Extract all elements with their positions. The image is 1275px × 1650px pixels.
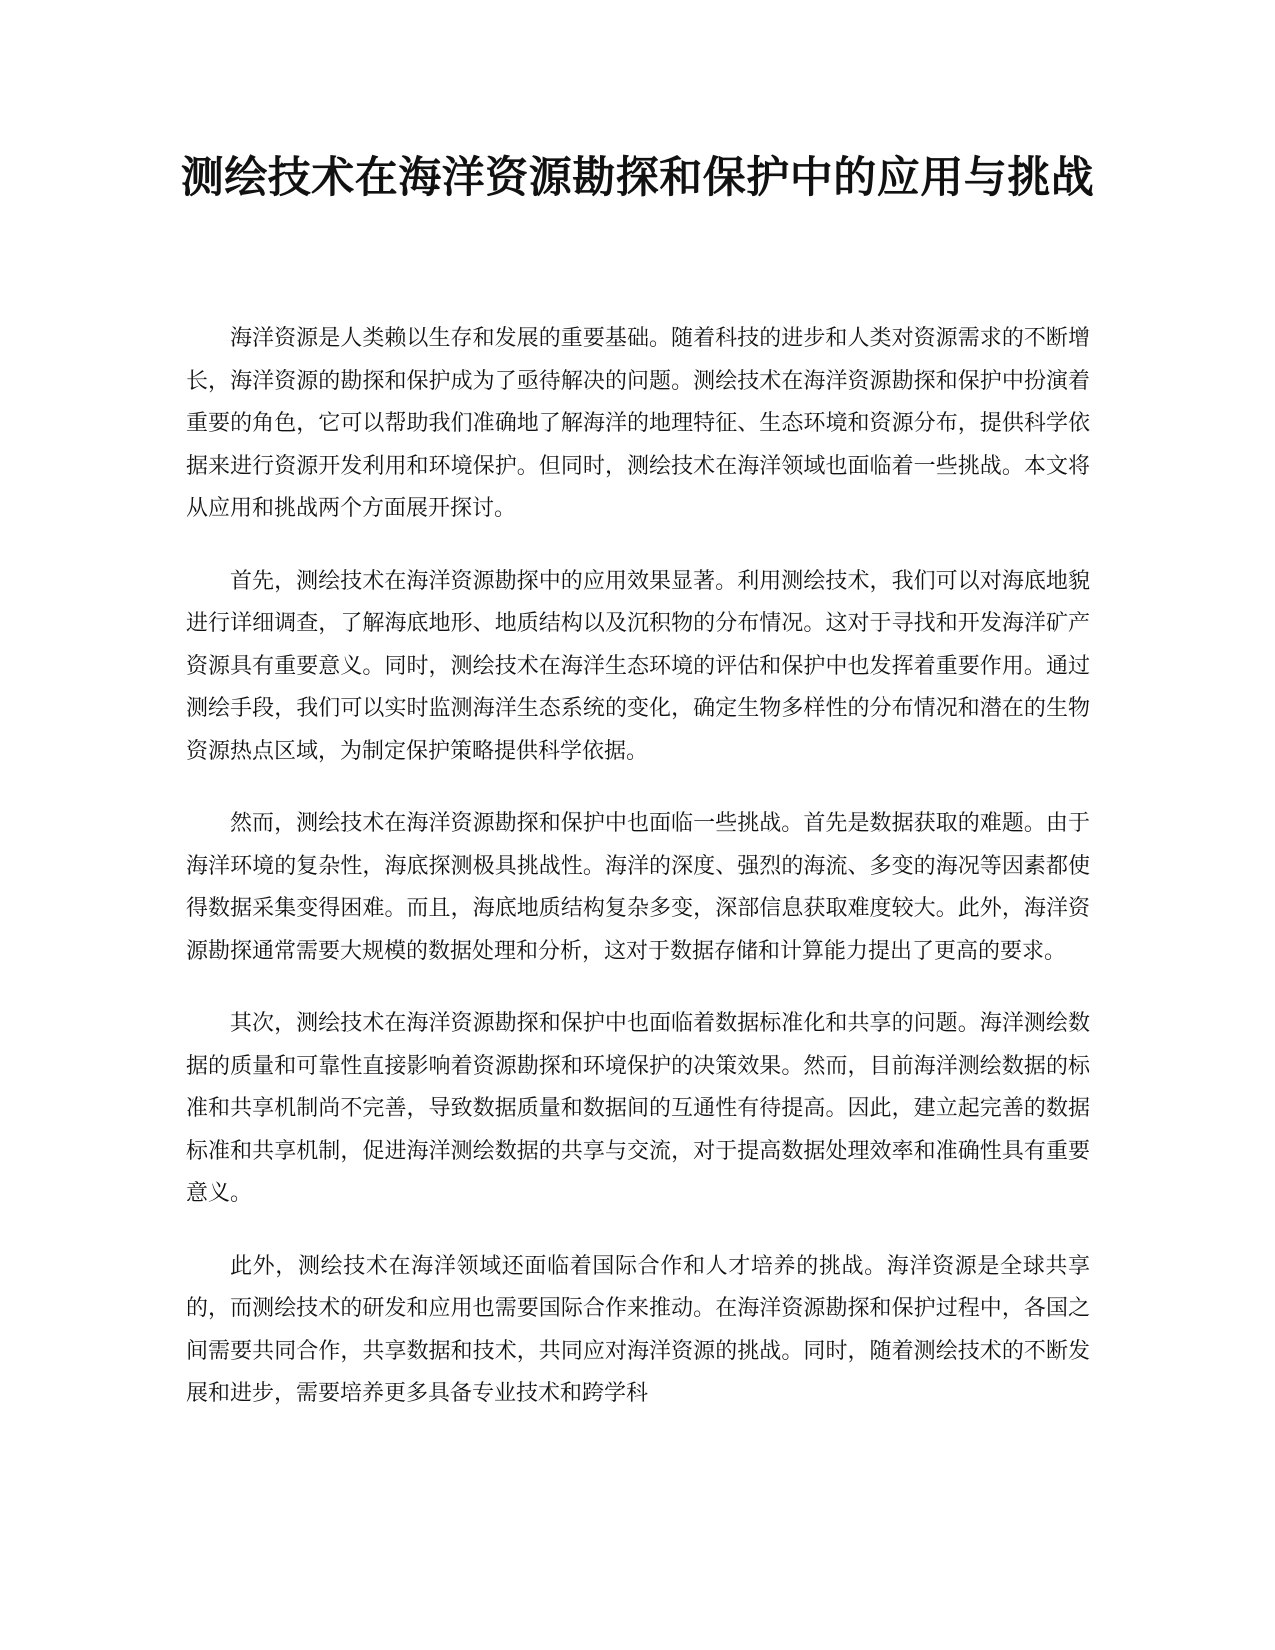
document-body [186, 318, 1090, 1446]
document-title: 测绘技术在海洋资源勘探和保护中的应用与挑战 [180, 153, 1095, 203]
paragraph-applications: 首先，测绘技术在海洋资源勘探中的应用效果显著。利用测绘技术，我们可以对海底地貌进行详细调查，了解海底地形、地质结构以及沉积物的分布情况。这对于寻找和开发海洋矿产资源具有重要意义。同时，测绘技术在海洋生态环境的评估和保护中也发挥着重要作用。通过测绘手段，我们可以实时监测海洋生态系统的变化，确定生物多样性的分布情况和潜在的生物资源热点区域，为制定保护策略提供科学依据。 [186, 568, 1090, 764]
paragraph-cooperation: 此外，测绘技术在海洋领域还面临着国际合作和人才培养的挑战。海洋资源是全球共享的，而测绘技术的研发和应用也需要国际合作来推动。在海洋资源勘探和保护过程中，各国之间需要共同合作，共享数据和技术，共同应对海洋资源的挑战。同时，随着测绘技术的不断发展和进步，需要培养更多具备专业技术和跨学科 [186, 1253, 1090, 1406]
paragraph-intro: 海洋资源是人类赖以生存和发展的重要基础。随着科技的进步和人类对资源需求的不断增长，海洋资源的勘探和保护成为了亟待解决的问题。测绘技术在海洋资源勘探和保护中扮演着重要的角色，它可以帮助我们准确地了解海洋的地理特征、生态环境和资源分布，提供科学依据来进行资源开发利用和环境保护。但同时，测绘技术在海洋领域也面临着一些挑战。本文将从应用和挑战两个方面展开探讨。 [186, 326, 1090, 521]
paragraph-data-challenges: 然而，测绘技术在海洋资源勘探和保护中也面临一些挑战。首先是数据获取的难题。由于海洋环境的复杂性，海底探测极具挑战性。海洋的深度、强烈的海流、多变的海况等因素都使得数据采集变得困难。而且，海底地质结构复杂多变，深部信息获取难度较大。此外，海洋资源勘探通常需要大规模的数据处理和分析，这对于数据存储和计算能力提出了更高的要求。 [186, 811, 1090, 964]
paragraph-standardization: 其次，测绘技术在海洋资源勘探和保护中也面临着数据标准化和共享的问题。海洋测绘数据的质量和可靠性直接影响着资源勘探和环境保护的决策效果。然而，目前海洋测绘数据的标准和共享机制尚不完善，导致数据质量和数据间的互通性有待提高。因此，建立起完善的数据标准和共享机制，促进海洋测绘数据的共享与交流，对于提高数据处理效率和准确性具有重要意义。 [186, 1011, 1090, 1206]
